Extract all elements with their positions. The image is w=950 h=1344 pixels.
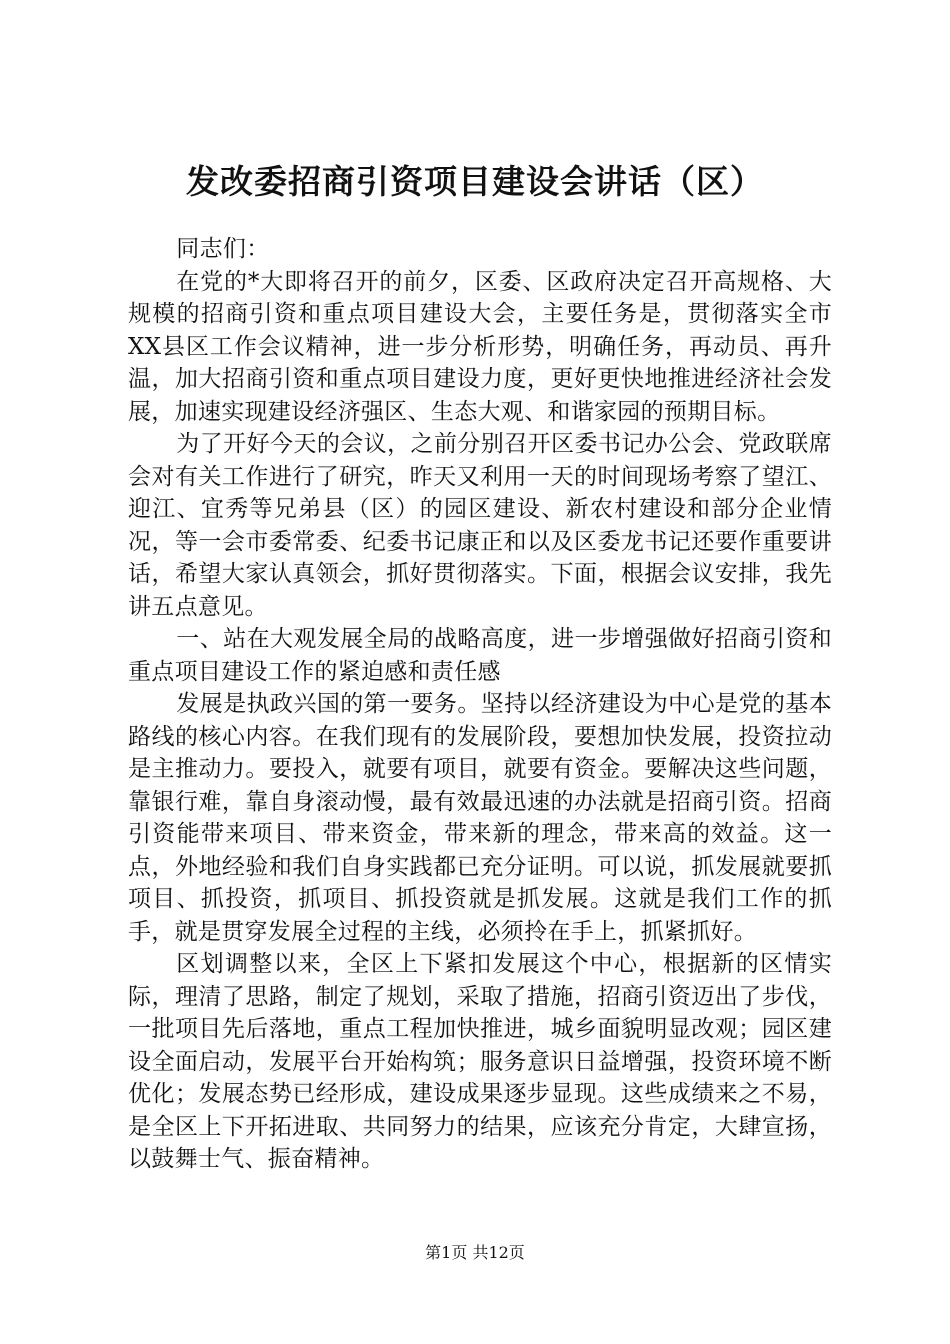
body-paragraph: 为了开好今天的会议，之前分别召开区委书记办公会、党政联席会对有关工作进行了研究，昨天又利用一天的时间现场考察了望江、迎江、宜秀等兄弟县（区）的园区建设、新农村建设和部分企业情况，等一会市委常委、纪委书记康正和以及区委龙书记还要作重要讲话，希望大家认真领会，抓好贯彻落实。下面，根据会议安排，我先讲五点意见。	[128, 431, 832, 620]
document-title: 发改委招商引资项目建设会讲话（区）	[186, 162, 764, 201]
page-footer: 第1页 共12页	[425, 1243, 525, 1262]
document-body	[128, 233, 832, 1176]
body-paragraph: 在党的*大即将召开的前夕，区委、区政府决定召开高规格、大规模的招商引资和重点项目建设大会，主要任务是，贯彻落实全市XX县区工作会议精神，进一步分析形势，明确任务，再动员、再升温，加大招商引资和重点项目建设力度，更好更快地推进经济社会发展，加速实现建设经济强区、生态大观、和谐家园的预期目标。	[128, 268, 832, 425]
body-paragraph: 发展是执政兴国的第一要务。坚持以经济建设为中心是党的基本路线的核心内容。在我们现有的发展阶段，要想加快发展，投资拉动是主推动力。要投入，就要有项目，就要有资金。要解决这些问题，靠银行难，靠自身滚动慢，最有效最迅速的办法就是招商引资。招商引资能带来项目、带来资金，带来新的理念，带来高的效益。这一点，外地经验和我们自身实践都已充分证明。可以说，抓发展就要抓项目、抓投资，抓项目、抓投资就是抓发展。这就是我们工作的抓手，就是贯穿发展全过程的主线，必须拎在手上，抓紧抓好。	[128, 691, 832, 945]
section-heading: 一、站在大观发展全局的战略高度，进一步增强做好招商引资和重点项目建设工作的紧迫感和责任感	[128, 626, 832, 685]
body-paragraph: 区划调整以来，全区上下紧扣发展这个中心，根据新的区情实际，理清了思路，制定了规划，采取了措施，招商引资迈出了步伐，一批项目先后落地，重点工程加快推进，城乡面貌明显改观；园区建设全面启动，发展平台开始构筑；服务意识日益增强，投资环境不断优化；发展态势已经形成，建设成果逐步显现。这些成绩来之不易，是全区上下开拓进取、共同努力的结果，应该充分肯定，大肆宣扬，以鼓舞士气、振奋精神。	[128, 951, 832, 1172]
salutation: 同志们：	[176, 236, 270, 262]
